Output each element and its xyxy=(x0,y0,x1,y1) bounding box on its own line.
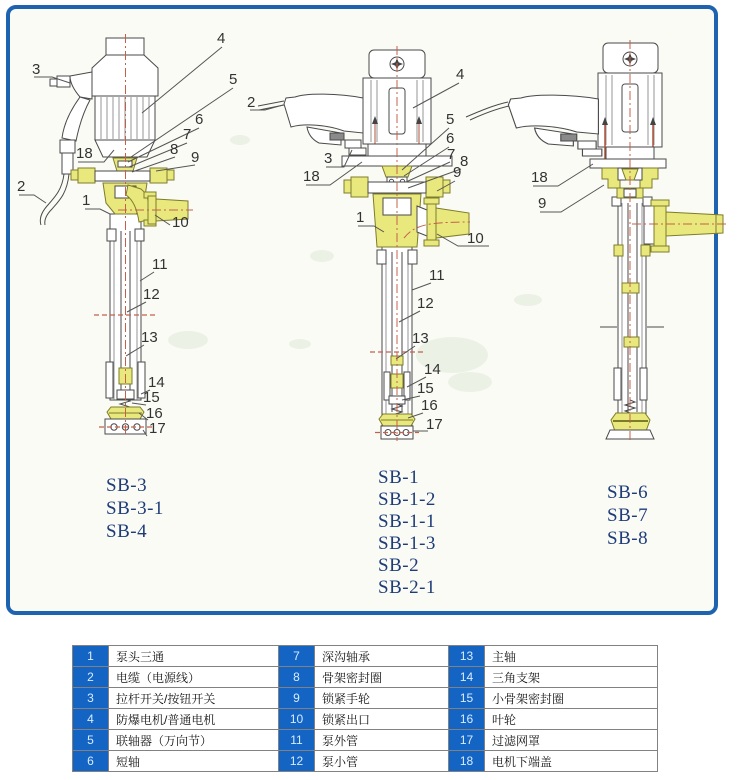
callout-number-middle-3: 3 xyxy=(324,150,333,167)
part-label-cell: 拉杆开关/按钮开关 xyxy=(109,688,279,709)
part-label-cell: 电缆（电源线） xyxy=(109,667,279,688)
part-label-cell: 泵头三通 xyxy=(109,646,279,667)
callout-number-left-18: 18 xyxy=(76,145,93,162)
callout-number-middle-5: 5 xyxy=(446,111,455,128)
part-number-cell: 8 xyxy=(279,667,315,688)
callout-number-right-18: 18 xyxy=(531,169,548,186)
model-label: SB-1 xyxy=(378,467,420,488)
callout-leader-left-11 xyxy=(140,272,154,281)
pump-left-drawing xyxy=(40,34,193,434)
part-number-cell: 18 xyxy=(449,751,485,772)
part-number-cell: 13 xyxy=(449,646,485,667)
model-label: SB-1-1 xyxy=(378,511,436,532)
callout-number-middle-4: 4 xyxy=(456,66,465,83)
callout-number-middle-18: 18 xyxy=(303,168,320,185)
table-row xyxy=(73,667,658,688)
callout-number-middle-1: 1 xyxy=(356,209,365,226)
model-label: SB-7 xyxy=(607,505,649,526)
part-label-cell: 泵小管 xyxy=(315,751,449,772)
scan-smudges xyxy=(168,135,542,392)
part-label-cell: 主轴 xyxy=(485,646,658,667)
callout-number-left-5: 5 xyxy=(229,71,238,88)
callout-number-middle-15: 15 xyxy=(417,380,434,397)
part-number-cell: 3 xyxy=(73,688,109,709)
model-label: SB-4 xyxy=(106,521,148,542)
callout-number-middle-10: 10 xyxy=(467,230,484,247)
callout-number-middle-8: 8 xyxy=(460,153,469,170)
table-row xyxy=(73,751,658,772)
callout-leader-right-9 xyxy=(540,185,604,212)
table-row xyxy=(73,730,658,751)
part-label-cell: 防爆电机/普通电机 xyxy=(109,709,279,730)
parts-table-body xyxy=(73,646,658,772)
part-label-cell: 三角支架 xyxy=(485,667,658,688)
callout-number-middle-11: 11 xyxy=(429,267,445,284)
model-label: SB-1-3 xyxy=(378,533,436,554)
callout-number-middle-6: 6 xyxy=(446,130,455,147)
part-number-cell: 6 xyxy=(73,751,109,772)
model-label: SB-2-1 xyxy=(378,577,436,598)
callout-number-middle-9: 9 xyxy=(453,164,462,181)
callout-leader-middle-11 xyxy=(412,283,431,290)
part-number-cell: 9 xyxy=(279,688,315,709)
model-label: SB-3-1 xyxy=(106,498,164,519)
part-label-cell: 深沟轴承 xyxy=(315,646,449,667)
callout-number-left-16: 16 xyxy=(146,405,163,422)
callout-number-middle-7: 7 xyxy=(447,146,456,163)
pump-middle-drawing xyxy=(258,46,470,441)
pistol-grip-handle xyxy=(508,95,601,156)
part-number-cell: 5 xyxy=(73,730,109,751)
model-label: SB-2 xyxy=(378,555,420,576)
table-row xyxy=(73,709,658,730)
pump-right-drawing xyxy=(466,40,727,443)
callout-number-middle-16: 16 xyxy=(421,397,438,414)
part-label-cell: 联轴器（万向节） xyxy=(109,730,279,751)
callout-leader-left-2 xyxy=(19,195,46,203)
callout-number-left-8: 8 xyxy=(170,141,179,158)
callout-number-left-7: 7 xyxy=(183,126,192,143)
callout-number-left-6: 6 xyxy=(195,111,204,128)
callout-number-left-2: 2 xyxy=(17,178,26,195)
callout-number-left-13: 13 xyxy=(141,329,158,346)
part-label-cell: 小骨架密封圈 xyxy=(485,688,658,709)
callout-number-left-17: 17 xyxy=(149,420,166,437)
part-label-cell: 短轴 xyxy=(109,751,279,772)
callout-number-middle-12: 12 xyxy=(417,295,434,312)
part-number-cell: 14 xyxy=(449,667,485,688)
callout-number-left-11: 11 xyxy=(152,256,168,273)
part-number-cell: 7 xyxy=(279,646,315,667)
callout-number-left-15: 15 xyxy=(143,389,160,406)
callout-leader-left-1 xyxy=(85,209,110,214)
callout-number-left-4: 4 xyxy=(217,30,226,47)
model-label: SB-3 xyxy=(106,475,148,496)
callout-number-middle-2: 2 xyxy=(247,94,256,111)
part-number-cell: 10 xyxy=(279,709,315,730)
part-number-cell: 12 xyxy=(279,751,315,772)
table-row xyxy=(73,646,658,667)
part-label-cell: 电机下端盖 xyxy=(485,751,658,772)
callout-number-left-14: 14 xyxy=(148,374,165,391)
callout-number-right-9: 9 xyxy=(538,195,547,212)
part-number-cell: 15 xyxy=(449,688,485,709)
part-label-cell: 过滤网罩 xyxy=(485,730,658,751)
part-number-cell: 4 xyxy=(73,709,109,730)
callout-number-middle-17: 17 xyxy=(426,416,443,433)
callout-number-left-9: 9 xyxy=(191,149,200,166)
callout-number-left-10: 10 xyxy=(172,214,189,231)
callout-number-middle-14: 14 xyxy=(424,361,441,378)
model-label: SB-6 xyxy=(607,482,649,503)
callout-number-left-3: 3 xyxy=(32,61,41,78)
part-label-cell: 骨架密封圈 xyxy=(315,667,449,688)
model-label: SB-8 xyxy=(607,528,649,549)
part-number-cell: 16 xyxy=(449,709,485,730)
part-number-cell: 1 xyxy=(73,646,109,667)
model-list-middle xyxy=(378,467,436,599)
part-label-cell: 锁紧手轮 xyxy=(315,688,449,709)
table-row xyxy=(73,688,658,709)
callout-number-left-12: 12 xyxy=(143,286,160,303)
part-label-cell: 叶轮 xyxy=(485,709,658,730)
part-number-cell: 11 xyxy=(279,730,315,751)
part-label-cell: 泵外管 xyxy=(315,730,449,751)
model-list-right xyxy=(607,481,648,550)
callout-number-left-1: 1 xyxy=(82,192,91,209)
model-label: SB-1-2 xyxy=(378,489,436,510)
model-list-left xyxy=(106,474,164,543)
part-number-cell: 2 xyxy=(73,667,109,688)
callouts-right xyxy=(531,164,604,212)
parts-table xyxy=(72,645,658,772)
pistol-grip-handle xyxy=(284,94,366,155)
callout-number-middle-13: 13 xyxy=(412,330,429,347)
part-label-cell: 锁紧出口 xyxy=(315,709,449,730)
part-number-cell: 17 xyxy=(449,730,485,751)
